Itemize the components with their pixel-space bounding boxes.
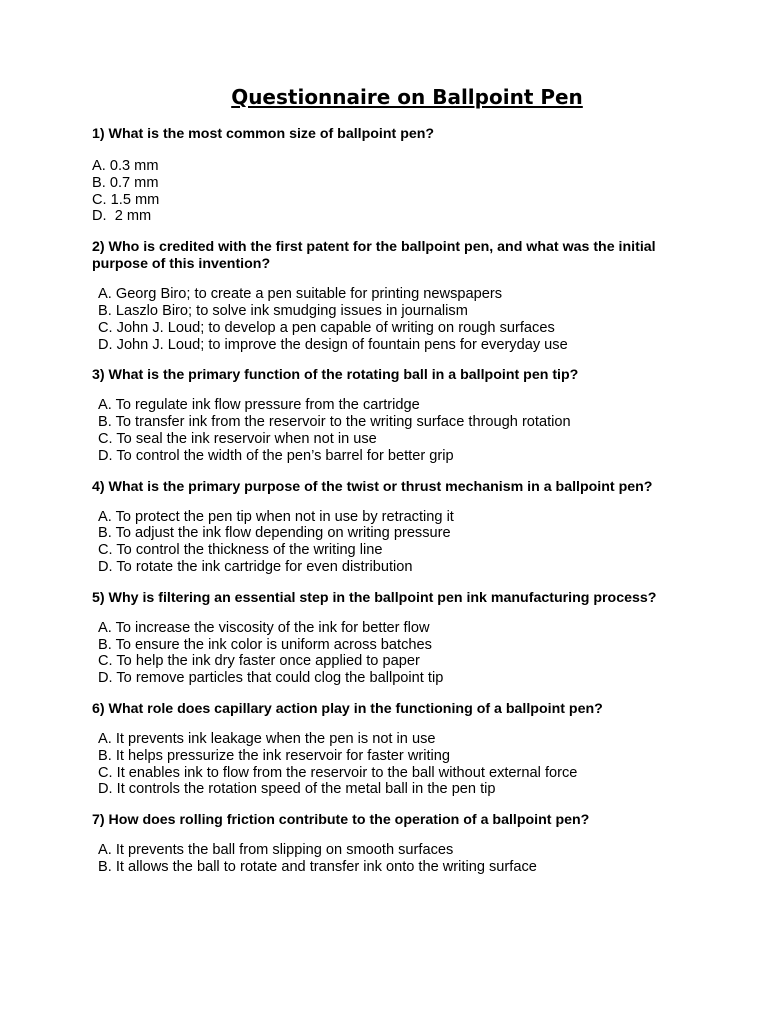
answer-option: B. It helps pressurize the ink reservoir for faster writing (98, 747, 451, 764)
answer-options (92, 158, 692, 225)
question-text: 6) What role does capillary action play in the functioning of a ballpoint pen? (92, 700, 603, 717)
answer-option: A. 0.3 mm (92, 158, 159, 174)
answer-option: D. To control the width of the pen’s barrel for better grip (98, 447, 454, 464)
answer-options (92, 731, 692, 798)
questionnaire-body (92, 126, 692, 876)
answer-option: B. It allows the ball to rotate and transfer ink onto the writing surface (98, 858, 537, 875)
answer-option: B. 0.7 mm (92, 174, 159, 191)
answer-option: D. It controls the rotation speed of the metal ball in the pen tip (98, 781, 496, 798)
answer-option: B. To transfer ink from the reservoir to the writing surface through rotation (98, 414, 571, 431)
answer-option: A. It prevents the ball from slipping on smooth surfaces (98, 842, 454, 859)
answer-option: C. 1.5 mm (92, 191, 160, 208)
answer-option: A. To regulate ink flow pressure from the cartridge (98, 397, 420, 414)
answer-option: C. John J. Loud; to develop a pen capable of writing on rough surfaces (98, 319, 555, 336)
answer-options (92, 842, 692, 876)
answer-options (92, 397, 692, 464)
answer-option: A. It prevents ink leakage when the pen is not in use (98, 730, 436, 747)
answer-option: C. To control the thickness of the writing line (98, 542, 383, 559)
answer-option: B. Laszlo Biro; to solve ink smudging issues in journalism (98, 302, 468, 319)
answer-option: A. Georg Biro; to create a pen suitable for printing newspapers (98, 286, 502, 303)
answer-option: C. It enables ink to flow from the reservoir to the ball without external force (98, 764, 578, 781)
answer-option: B. To ensure the ink color is uniform across batches (98, 636, 432, 653)
answer-option: D. John J. Loud; to improve the design of fountain pens for everyday use (98, 336, 568, 353)
answer-option: D. To rotate the ink cartridge for even distribution (98, 558, 413, 575)
question-1 (92, 126, 692, 225)
question-5 (92, 590, 692, 687)
answer-option: C. To seal the ink reservoir when not in use (98, 430, 377, 447)
answer-options (92, 620, 692, 687)
question-text: 7) How does rolling friction contribute to the operation of a ballpoint pen? (92, 812, 590, 829)
answer-option: B. To adjust the ink flow depending on writing pressure (98, 525, 451, 542)
answer-option: A. To increase the viscosity of the ink for better flow (98, 619, 430, 636)
answer-options (92, 509, 692, 576)
answer-option: A. To protect the pen tip when not in use by retracting it (98, 508, 454, 525)
answer-option: C. To help the ink dry faster once applied to paper (98, 653, 420, 670)
question-text: 1) What is the most common size of ballpoint pen? (92, 126, 435, 142)
question-7 (92, 812, 692, 876)
question-text: 3) What is the primary function of the rotating ball in a ballpoint pen tip? (92, 367, 579, 384)
question-2 (92, 239, 692, 353)
answer-options (92, 286, 692, 353)
answer-option: D. To remove particles that could clog the ballpoint tip (98, 670, 444, 687)
question-6 (92, 701, 692, 798)
question-3 (92, 367, 692, 464)
question-text: 2) Who is credited with the first patent for the ballpoint pen, and what was the initial purpose of this invention? (92, 239, 656, 273)
question-text: 5) Why is filtering an essential step in the ballpoint pen ink manufacturing process? (92, 589, 657, 606)
question-4 (92, 479, 692, 576)
page-title: Questionnaire on Ballpoint Pen (231, 85, 583, 109)
question-text: 4) What is the primary purpose of the twist or thrust mechanism in a ballpoint pen? (92, 478, 653, 495)
answer-option: D. 2 mm (92, 208, 152, 225)
